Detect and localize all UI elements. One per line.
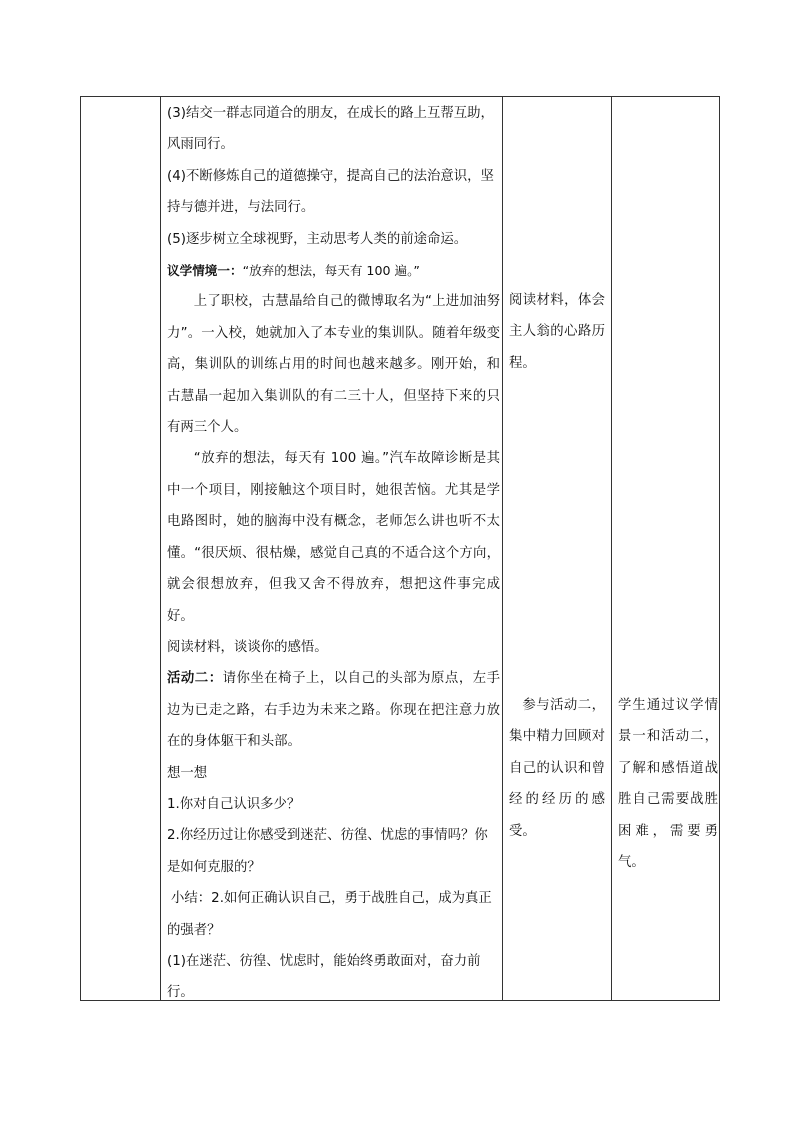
point-4: (4)不断修炼自己的道德操守，提高自己的法治意识，坚持与德并进，与法同行。 bbox=[167, 168, 494, 216]
summary: 小结：2.如何正确认识自己，勇于战胜自己，成为真正的强者？ bbox=[167, 891, 492, 938]
column-divider-1 bbox=[160, 97, 161, 1000]
scenario-1-paragraph-1: 上了职校，古慧晶给自己的微博取名为“上进加油努力”。一入校，她就加入了本专业的集训队。随着年级变高，集训队的训练占用的时间也越来越多。刚开始，和古慧晶一起加入集训队的有二三十人，但坚持下来的只有两三个人。 bbox=[167, 294, 500, 436]
scenario-1-title: “放弃的想法，每天有 100 遍。” bbox=[242, 263, 420, 279]
summary-point-1: (1)在迷茫、彷徨、忧虑时，能始终勇敢面对，奋力前行。 bbox=[167, 953, 481, 1001]
activity-2-label: 活动二： bbox=[167, 671, 223, 687]
design-intent-block bbox=[618, 690, 718, 878]
question-2: 2.你经历过让你感受到迷茫、彷徨、忧虑的事情吗？你是如何克服的？ bbox=[167, 828, 488, 875]
activity-2-text: 请你坐在椅子上，以自己的头部为原点，左手边为已走之路，右手边为未来之路。你现在把注意力放在的身体躯干和头部。 bbox=[167, 671, 501, 750]
column-divider-3 bbox=[611, 97, 612, 1000]
activity-2 bbox=[167, 663, 500, 757]
question-1: 1.你对自己认识多少？ bbox=[167, 796, 301, 812]
lesson-plan-table bbox=[80, 96, 720, 1001]
teaching-content-column bbox=[167, 98, 500, 1009]
student-activity-1: 阅读材料，体会主人翁的心路历程。 bbox=[509, 293, 605, 371]
design-intent: 学生通过议学情景一和活动二，了解和感悟道战胜自己需要战胜困难，需要勇气。 bbox=[618, 698, 718, 871]
column-divider-2 bbox=[502, 97, 503, 1000]
scenario-1-label: 议学情境一： bbox=[167, 263, 243, 279]
think-heading: 想一想 bbox=[167, 765, 208, 781]
point-3: (3)结交一群志同道合的朋友，在成长的路上互帮互助，风雨同行。 bbox=[167, 106, 494, 153]
point-5: (5)逐步树立全球视野，主动思考人类的前途命运。 bbox=[167, 231, 468, 247]
student-activity-2: 参与活动二，集中精力回顾对自己的认识和曾经的经历的感受。 bbox=[509, 698, 605, 839]
student-activity-block-2 bbox=[509, 690, 605, 847]
scenario-1-heading bbox=[167, 255, 500, 286]
student-activity-block-1 bbox=[509, 285, 605, 379]
scenario-1-paragraph-2: “放弃的想法，每天有 100 遍。”汽车故障诊断是其中一个项目，刚接触这个项目时，她很苦恼。尤其是学电路图时，她的脑海中没有概念，老师怎么讲也听不太懂。“很厌烦、很枯燥，感觉自己真的不适合这个方向，就会很想放弃，但我又舍不得放弃，想把这件事完成好。 bbox=[167, 451, 500, 624]
reading-prompt: 阅读材料，谈谈你的感悟。 bbox=[167, 639, 328, 655]
